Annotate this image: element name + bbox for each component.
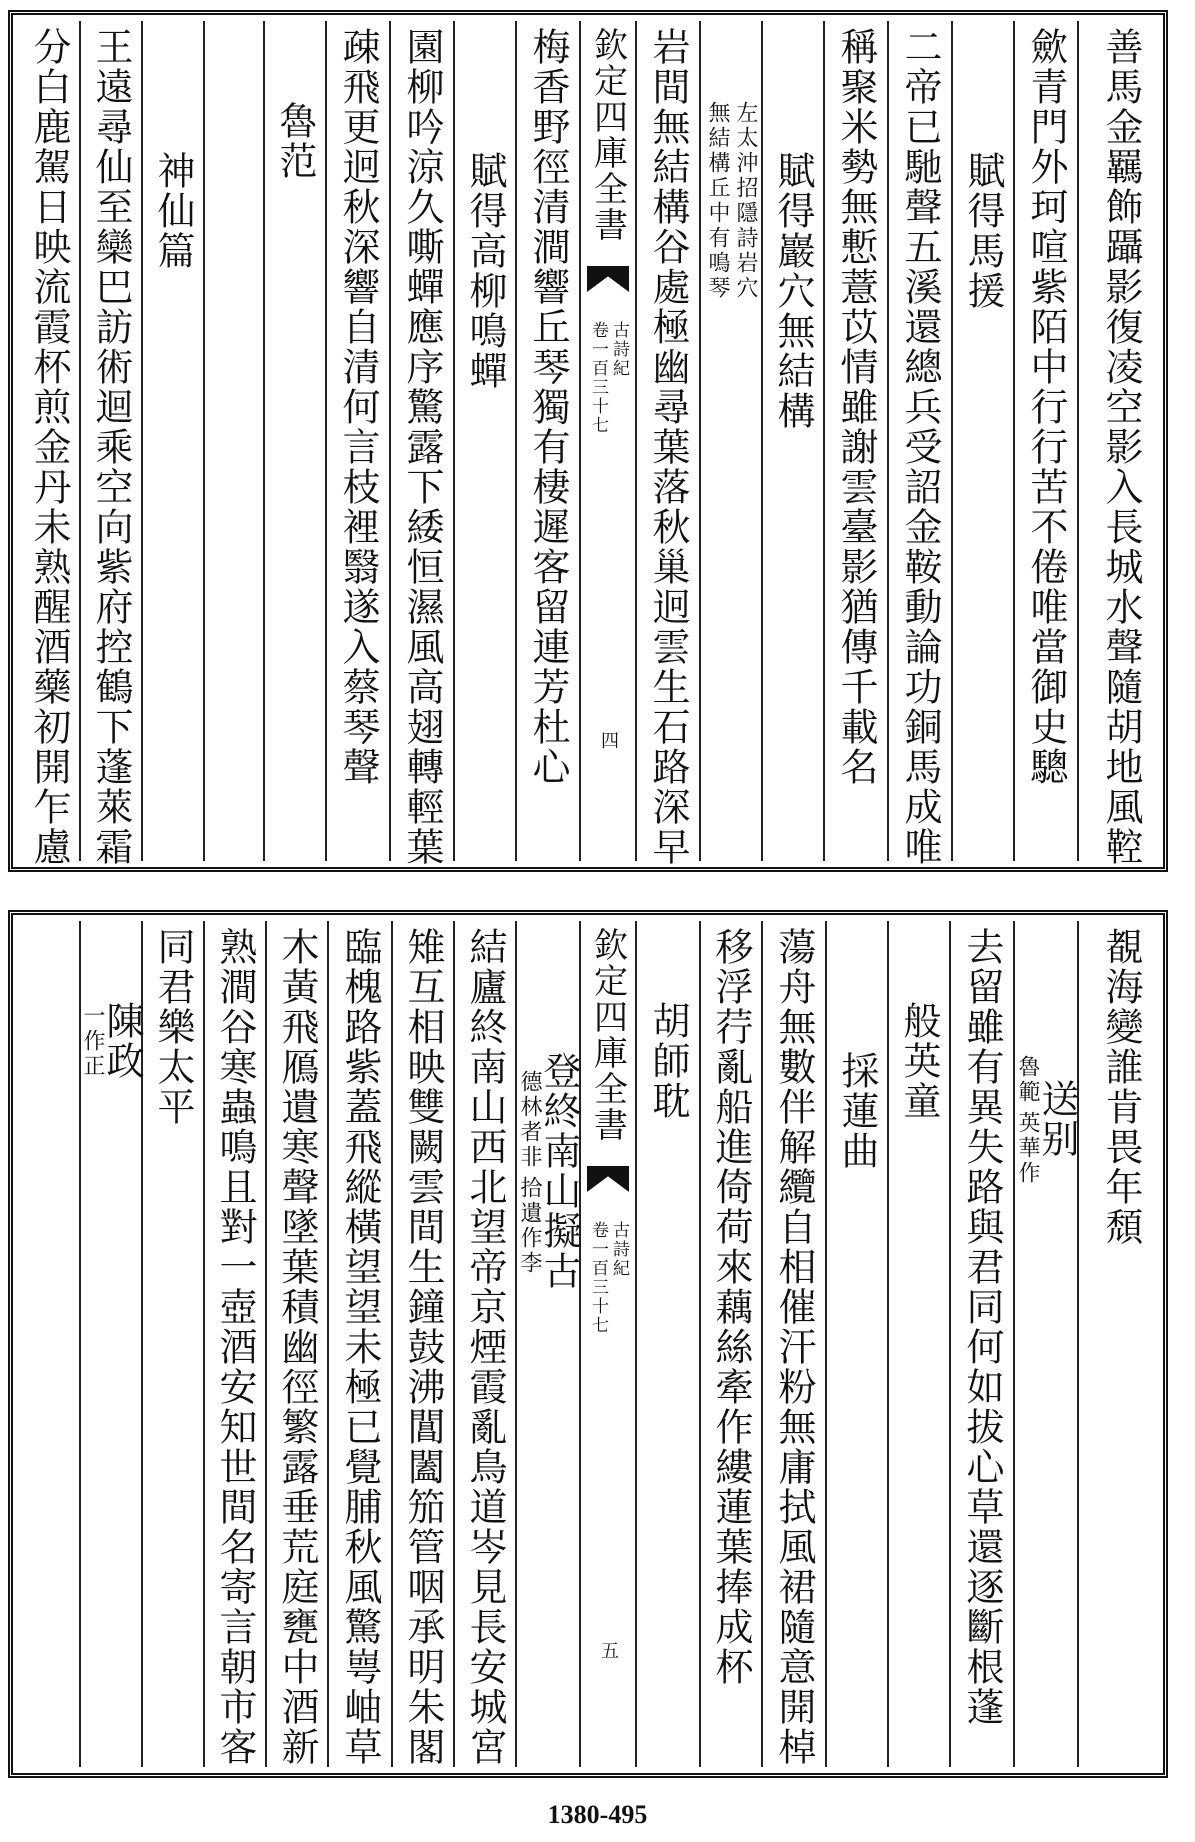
verse-line: 木黃飛鴈遺寒聲墜葉積幽徑繁露垂荒庭甕中酒新 — [275, 927, 319, 1767]
text-column — [143, 921, 205, 1767]
text-column — [329, 921, 393, 1767]
verse-line: 稱聚米勢無慙薏苡情雖謝雲臺影猶傳千載名 — [834, 27, 878, 787]
poem-title: 賦得高柳鳴蟬 — [463, 151, 507, 391]
text-column — [827, 921, 889, 1767]
verse-line: 結廬終南山西北望帝京煙霞亂鳥道岑見長安城宮 — [463, 927, 507, 1767]
text-column — [637, 21, 701, 867]
book-title: 欽定四庫全書 — [587, 27, 628, 243]
text-column — [701, 21, 763, 861]
fishtail-mark — [587, 266, 629, 292]
text-column — [81, 21, 143, 867]
verse-line: 疎飛更迥秋深響自清何言枝裡翳遂入蔡琴聲 — [336, 27, 380, 787]
center-gutter — [581, 21, 637, 861]
annotation-line: 左太沖招隱詩岩穴 — [733, 101, 758, 301]
text-column — [889, 921, 951, 1767]
text-column — [391, 21, 455, 867]
folio-number: 五 — [598, 1641, 619, 1659]
poem-title: 賦得巖穴無結構 — [771, 151, 815, 431]
verse-line: 移浮荇亂船進倚荷來藕絲牽作縷蓮葉捧成杯 — [709, 927, 753, 1687]
verse-line: 覩海變誰肯畏年頹 — [1099, 927, 1143, 1247]
poem-title-text: 登終南山擬古 — [537, 1051, 581, 1291]
poem-title: 採蓮曲 — [835, 1051, 879, 1171]
author-name: 魯范 — [273, 101, 317, 181]
verse-line: 同君樂太平 — [151, 927, 195, 1127]
verse-line: 蕩舟無數伴解纜自相催汗粉無庸拭風裙隨意開棹 — [772, 927, 816, 1767]
poem-title: 神仙篇 — [151, 151, 195, 271]
verse-line: 王遠尋仙至欒巴訪術迴乘空向紫府控鶴下蓬萊霜 — [89, 27, 133, 867]
text-column — [701, 921, 763, 1767]
text-column — [763, 21, 825, 861]
text-column — [327, 21, 391, 861]
annotation-line: 英華作 — [1015, 1111, 1040, 1186]
text-column — [1079, 21, 1163, 867]
annotation — [518, 1070, 540, 1276]
verse-line: 梅香野徑清澗響丘琴獨有棲遲客留連芳杜心 — [526, 27, 570, 787]
text-column — [825, 21, 889, 861]
text-column — [517, 921, 581, 1767]
bottom-page-frame — [8, 910, 1168, 1778]
text-column — [265, 21, 327, 861]
text-column — [205, 21, 265, 861]
text-column — [763, 921, 827, 1767]
verse-line: 歛青門外珂喧紫陌中行行苦不倦唯當御史驄 — [1024, 27, 1068, 787]
verse-line: 雉互相映雙闕雲間生鐘鼓沸閶闔笳管咽承明朱閣 — [401, 927, 445, 1767]
text-column — [205, 921, 267, 1767]
top-page-frame — [8, 10, 1168, 872]
annotation — [1016, 1055, 1038, 1186]
annotation-line: 德林者非 — [517, 1070, 542, 1170]
text-column — [953, 21, 1015, 861]
poem-title-text: 送别 — [1035, 1078, 1079, 1159]
poem-title — [1015, 1051, 1079, 1186]
text-column — [19, 21, 81, 867]
collection-name: 古詩紀 — [609, 321, 629, 378]
author-name: 般英童 — [897, 1001, 941, 1121]
verse-line: 熟澗谷寒蟲鳴且對一壺酒安知世間名寄言朝市客 — [213, 927, 257, 1767]
text-column — [1015, 21, 1079, 861]
text-column — [143, 21, 205, 861]
verse-line: 岩間無結構谷處極幽尋葉落秋巢迥雲生石路深早 — [646, 27, 690, 867]
author-name — [80, 1001, 144, 1081]
verse-line: 臨槐路紫蓋飛縱橫望望未極已覺脯秋風驚㟧岫草 — [338, 927, 382, 1767]
folio-number: 四 — [598, 731, 619, 749]
book-title: 欽定四庫全書 — [587, 927, 628, 1143]
volume-label — [589, 1221, 627, 1335]
text-column — [19, 921, 81, 1767]
volume-number: 卷一百三十七 — [588, 321, 608, 435]
text-column — [889, 21, 953, 867]
verse-line: 園柳吟涼久嘶蟬應序驚露下緌恒濕風高翅轉輕葉 — [400, 27, 444, 867]
text-column — [267, 921, 329, 1767]
annotation-line: 拾遺作李 — [517, 1176, 542, 1276]
text-column — [81, 921, 143, 1767]
collection-name: 古詩紀 — [609, 1221, 629, 1278]
text-column — [455, 921, 517, 1767]
annotation — [706, 101, 756, 301]
text-column — [1015, 921, 1079, 1767]
variant-note: 一作正 — [80, 1003, 105, 1079]
text-column — [393, 921, 455, 1767]
center-gutter — [581, 921, 637, 1767]
verse-line: 二帝已馳聲五溪還總兵受詔金鞍動論功銅馬成唯 — [898, 27, 942, 867]
poem-title — [517, 1051, 581, 1291]
verse-line: 分白鹿駕日映流霞杯煎金丹未熟醒酒藥初開乍慮 — [27, 27, 71, 867]
annotation-line: 無結構丘中有鳴琴 — [705, 101, 730, 301]
text-column — [517, 21, 581, 861]
text-column — [455, 21, 517, 861]
verse-line: 善馬金羈飾躡影復凌空影入長城水聲隨胡地風鞚 — [1099, 27, 1143, 867]
text-column — [951, 921, 1015, 1767]
text-column — [1079, 921, 1163, 1767]
annotation-line: 魯範 — [1015, 1055, 1040, 1105]
volume-label — [589, 321, 627, 435]
fishtail-mark — [587, 1166, 629, 1192]
volume-number: 卷一百三十七 — [588, 1221, 608, 1335]
author-name: 胡師耽 — [646, 1001, 690, 1121]
verse-line: 去留雖有異失路與君同何如拔心草還逐斷根蓬 — [960, 927, 1004, 1727]
author-name-text: 陳政 — [100, 1001, 144, 1081]
page-footer-code: 1380-495 — [547, 1800, 648, 1829]
poem-title: 賦得馬援 — [961, 151, 1005, 311]
text-column — [637, 921, 701, 1767]
